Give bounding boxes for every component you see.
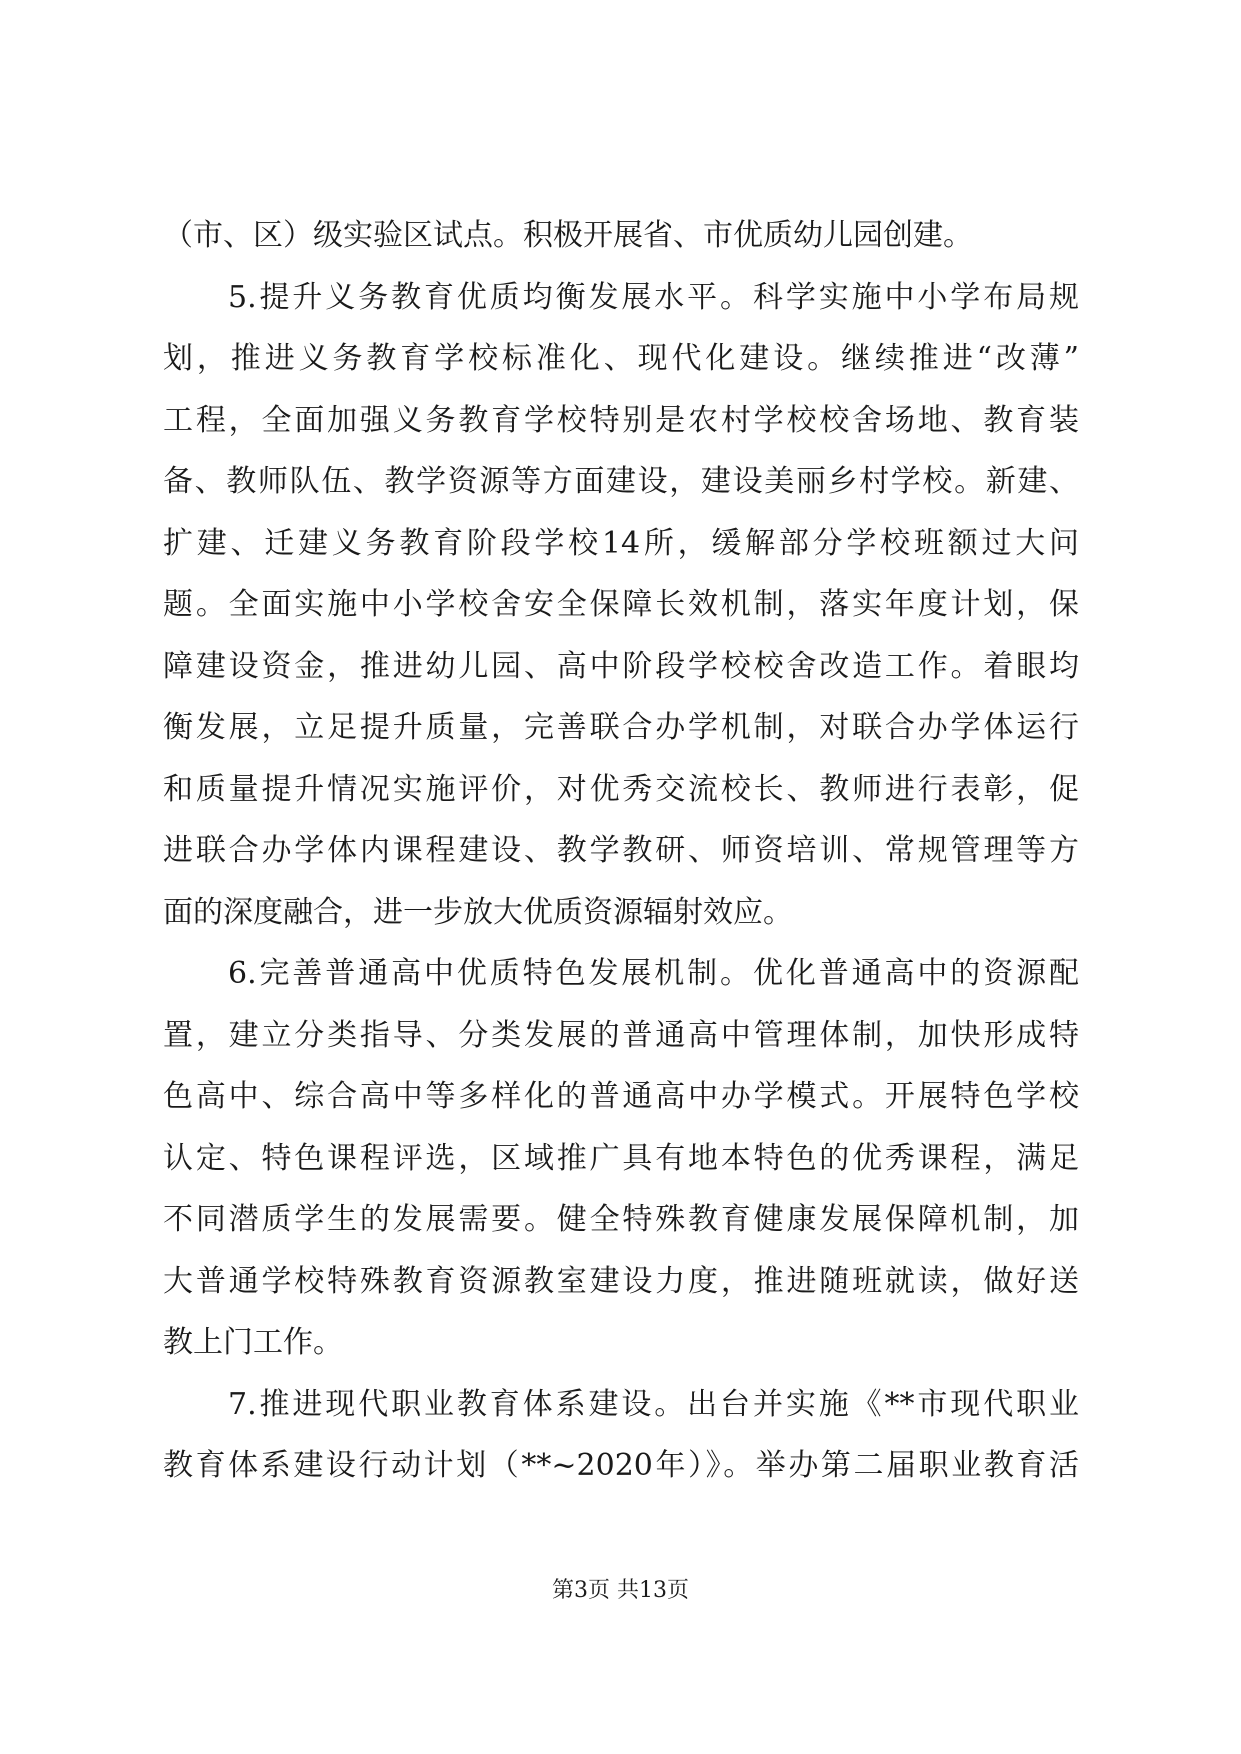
text-line: 备、教师队伍、教学资源等方面建设，建设美丽乡村学校。新建、	[163, 464, 1079, 499]
text-line: 划，推进义务教育学校标准化、现代化建设。继续推进“改薄”	[163, 341, 1079, 376]
body-text	[163, 205, 1079, 1497]
text-line: 扩建、迁建义务教育阶段学校14所，缓解部分学校班额过大问	[163, 525, 1079, 561]
text-line: 和质量提升情况实施评价，对优秀交流校长、教师进行表彰，促	[163, 771, 1079, 807]
text-line: 置，建立分类指导、分类发展的普通高中管理体制，加快形成特	[163, 1017, 1079, 1053]
text-line: 大普通学校特殊教育资源教室建设力度，推进随班就读，做好送	[163, 1263, 1079, 1299]
text-line: 面的深度融合，进一步放大优质资源辐射效应。	[163, 894, 793, 930]
paragraph-6-heading-line: 6.完善普通高中优质特色发展机制。优化普通高中的资源配	[228, 956, 1079, 991]
text-line: 色高中、综合高中等多样化的普通高中办学模式。开展特色学校	[163, 1079, 1079, 1114]
text-line: 教上门工作。	[163, 1325, 343, 1360]
text-line: 题。全面实施中小学校舍安全保障长效机制，落实年度计划，保	[163, 587, 1079, 622]
text-line: 障建设资金，推进幼儿园、高中阶段学校校舍改造工作。着眼均	[163, 648, 1079, 684]
text-line: 不同潜质学生的发展需要。健全特殊教育健康发展保障机制，加	[163, 1202, 1079, 1237]
paragraph-7-heading-line: 7.推进现代职业教育体系建设。出台并实施《**市现代职业	[228, 1386, 1079, 1422]
text-line: 衡发展，立足提升质量，完善联合办学机制，对联合办学体运行	[163, 710, 1079, 745]
paragraph-5-heading-line: 5.提升义务教育优质均衡发展水平。科学实施中小学布局规	[228, 279, 1079, 315]
text-line: 进联合办学体内课程建设、教学教研、师资培训、常规管理等方	[163, 833, 1079, 868]
text-line: 教育体系建设行动计划（**~2020年）》。举办第二届职业教育活	[163, 1448, 1079, 1483]
text-line: 工程，全面加强义务教育学校特别是农村学校校舍场地、教育装	[163, 402, 1079, 438]
page-number-footer: 第3页 共13页	[552, 1578, 689, 1603]
text-line: 认定、特色课程评选，区域推广具有地本特色的优秀课程，满足	[163, 1140, 1079, 1176]
text-line: （市、区）级实验区试点。积极开展省、市优质幼儿园创建。	[163, 218, 973, 253]
